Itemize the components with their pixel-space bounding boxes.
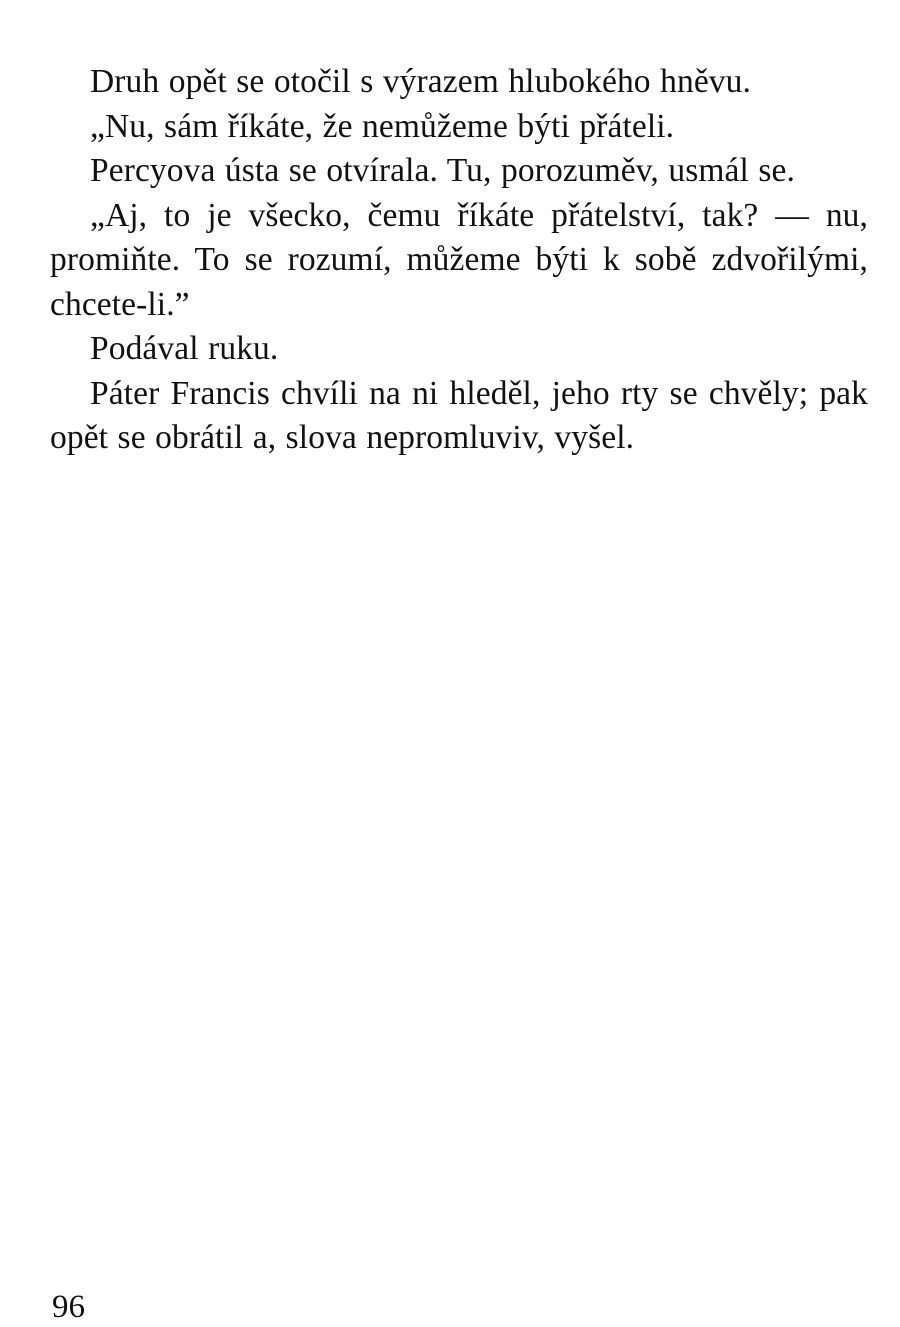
paragraph: „Aj, to je všecko, čemu říkáte přátelství, tak? — nu, promiňte. To se rozumí, můžeme býti k sobě zdvořilými, chcete-li.” — [50, 196, 868, 323]
paragraph: Percyova ústa se otvírala. Tu, porozuměv, usmál se. — [90, 152, 795, 189]
paragraph: Páter Francis chvíli na ni hleděl, jeho rty se chvěly; pak opět se obrátil a, slova nepromluviv, vyšel. — [50, 374, 868, 456]
paragraph: Podával ruku. — [90, 330, 279, 367]
paragraph: „Nu, sám říkáte, že nemůžeme býti přáteli. — [90, 107, 675, 145]
page-number: 96 — [52, 1289, 85, 1325]
paragraph: Druh opět se otočil s výrazem hlubokého hněvu. — [90, 63, 751, 100]
page-body — [50, 60, 868, 461]
